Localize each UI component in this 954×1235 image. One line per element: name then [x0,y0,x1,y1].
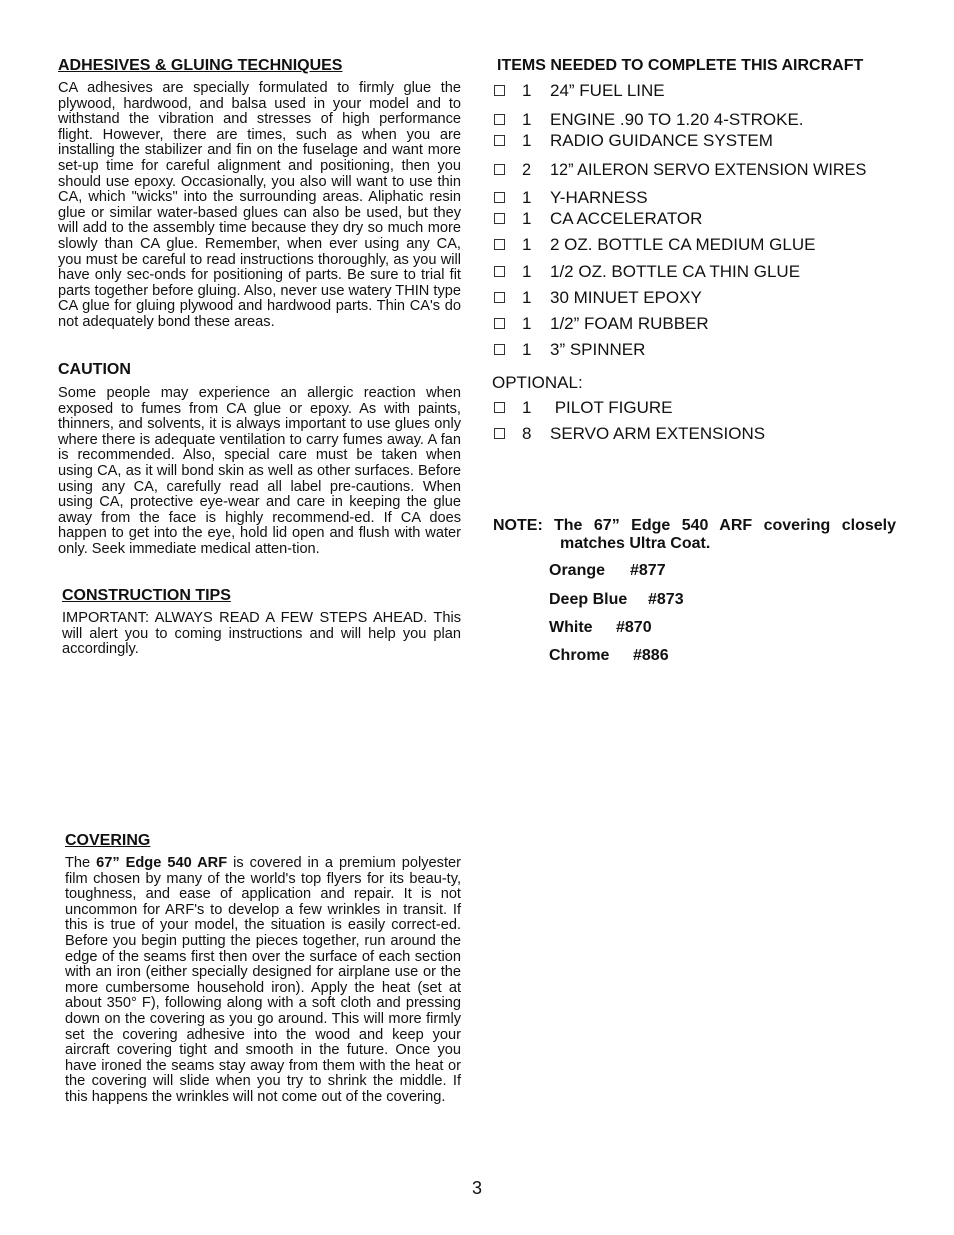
note-line1: The 67” Edge 540 ARF covering closely [554,517,896,534]
color-name: Deep Blue [549,591,628,608]
color-row [549,591,749,609]
adhesives-heading: ADHESIVES & GLUING TECHNIQUES [58,57,343,74]
item-text: 30 MINUET EPOXY [550,288,702,307]
color-code: #873 [648,591,684,608]
items-heading: ITEMS NEEDED TO COMPLETE THIS AIRCRAFT [497,57,864,74]
item-qty: 1 [522,262,532,281]
item-text: 2 OZ. BOTTLE CA MEDIUM GLUE [550,235,816,254]
construction-heading: CONSTRUCTION TIPS [62,587,231,604]
checkbox[interactable] [494,85,505,96]
note-line2: matches Ultra Coat. [560,535,711,552]
item-qty: 1 [522,340,532,359]
color-code: #870 [616,619,652,636]
item-qty: 1 [522,288,532,307]
item-text: Y-HARNESS [550,188,648,207]
adhesives-text: CA adhesives are specially formulated to firmly glue the plywood, hardwood, and balsa used in your model and to withstand the vibration and stresses of high performance flight. However, there are times, such as when you are installing the stabilizer and fin on the fuselage and want more set-up time for careful alignment and positioning, then you should use epoxy. Occasionally, you also will want to use thin CA, which "wicks" into the surrounding areas. Aliphatic resin glue or similar water-based glues can also be used, but they will add to the assembly time because they dry so much more slowly than CA glue. Remember, when ever using any CA, you must be careful to read instructions thoroughly, as you will have only sec-onds for positioning of parts. Be sure to trial fit parts together before gluing. Also, never use watery THIN type CA glue for gluing plywood and hardwood parts. Thin CA's do not adequately bond these areas. [58,80,461,330]
item-text: PILOT FIGURE [550,398,673,417]
color-name: Orange [549,562,606,579]
item-qty: 1 [522,235,532,254]
color-name: White [549,619,593,636]
item-text: 12” AILERON SERVO EXTENSION WIRES [550,161,867,179]
checkbox[interactable] [494,402,505,413]
item-text: 3” SPINNER [550,340,646,359]
covering-text-rest: is covered in a premium polyester film chosen by many of the world's top flyers for its beau-ty, toughness, and ease of application and repair. It is not uncommon for ARF's to develop a few wrinkles in transit. If this is true of your model, the situation is easily correct-ed. Before you begin putting the pieces together, run around the edge of the seams first then over the surface of each section with an iron (either specially designed for airplane use or the more cumbersome household iron). Apply the heat (set at about 350° F), following along with a soft cloth and pressing down on the covering as you go around. This will more firmly set the covering adhesive into the wood and keep your aircraft covering tight and smooth in the future. Once you have ironed the seams stay away from them with the heat or the covering will slide when you try to shrink the middle. If this happens the wrinkles will not come out of the covering. [65,855,461,1105]
checkbox[interactable] [494,114,505,125]
checkbox[interactable] [494,239,505,250]
checkbox[interactable] [494,213,505,224]
item-qty: 2 [522,161,532,179]
construction-text: IMPORTANT: ALWAYS READ A FEW STEPS AHEAD. This will alert you to coming instructions and will help you plan accordingly. [62,610,461,658]
item-text: 1/2” FOAM RUBBER [550,314,709,333]
checkbox[interactable] [494,164,505,175]
checkbox[interactable] [494,192,505,203]
checkbox[interactable] [494,292,505,303]
checkbox[interactable] [494,428,505,439]
caution-text: Some people may experience an allergic reaction when exposed to fumes from CA glue or epoxy. As with paints, thinners, and solvents, it is always important to use glues only where there is adequate ventilation to carry fumes away. A fan is recommended. Also, special care must be taken when using CA, as it will bond skin as well as other surfaces. Before using any CA, carefully read all label pre-cautions. When using CA, protective eye-wear and care in keeping the glue away from the face is highly recommend-ed. If CA does happen to get into the eye, hold lid open and flush with water only. Seek immediate medical atten-tion. [58,385,461,557]
covering-model-name: 67” Edge 540 ARF [96,855,228,871]
item-text: CA ACCELERATOR [550,209,703,228]
color-code: #886 [633,647,669,664]
item-qty: 1 [522,314,532,333]
item-text: 24” FUEL LINE [550,81,665,100]
item-text: SERVO ARM EXTENSIONS [550,424,766,443]
covering-text [65,856,461,1106]
checkbox[interactable] [494,135,505,146]
optional-label: OPTIONAL: [492,373,583,392]
item-text: ENGINE .90 TO 1.20 4-STROKE. [550,110,804,129]
covering-text-prefix: The [65,855,97,871]
color-row [549,647,749,665]
item-text: 1/2 OZ. BOTTLE CA THIN GLUE [550,262,801,281]
item-qty: 8 [522,424,532,443]
item-qty: 1 [522,209,532,228]
checkbox[interactable] [494,344,505,355]
item-qty: 1 [522,188,532,207]
checkbox[interactable] [494,318,505,329]
covering-heading: COVERING [65,832,151,849]
item-text: RADIO GUIDANCE SYSTEM [550,131,773,150]
note-label: NOTE: [493,517,543,534]
color-name: Chrome [549,647,610,664]
item-qty: 1 [522,398,532,417]
checkbox[interactable] [494,266,505,277]
item-qty: 1 [522,81,532,100]
item-qty: 1 [522,110,532,129]
page-number: 3 [471,1178,482,1198]
item-qty: 1 [522,131,532,150]
color-code: #877 [630,562,666,579]
color-row [549,562,749,580]
color-row [549,619,749,637]
caution-heading: CAUTION [58,361,131,378]
